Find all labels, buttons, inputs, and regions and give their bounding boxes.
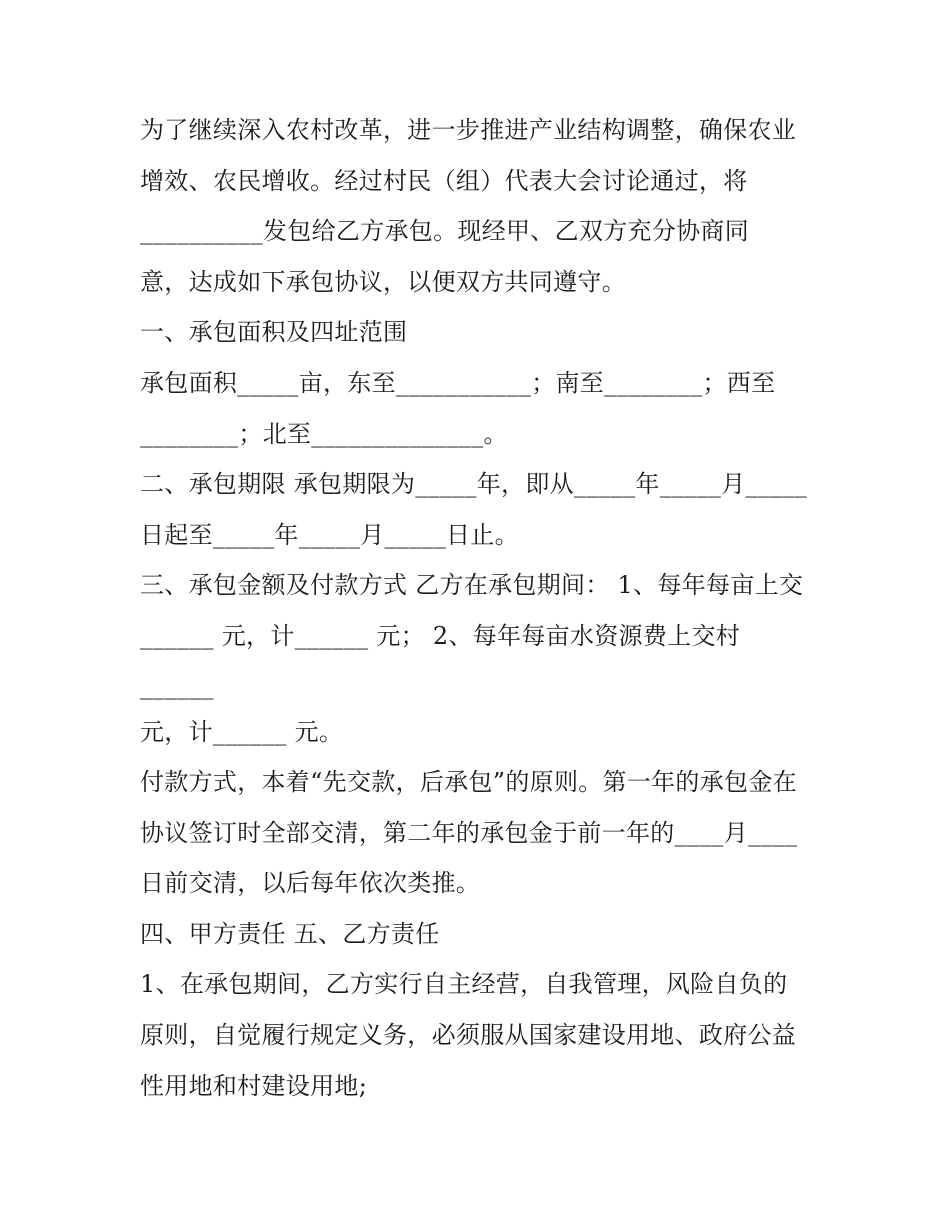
text-line: 付款方式，本着“先交款，后承包”的原则。第一年的承包金在 <box>140 768 797 796</box>
section-heading: 四、甲方责任 五、乙方责任 <box>140 920 440 948</box>
text-line: 协议签订时全部交清，第二年的承包金于前一年的____月____ <box>140 819 798 847</box>
text-line: __________发包给乙方承包。现经甲、乙双方充分协商同 <box>140 217 749 245</box>
text-line: 日起至_____年_____月_____日止。 <box>140 521 519 549</box>
text-line: ______ 元，计______ 元； 2、每年每亩水资源费上交村 <box>140 622 741 650</box>
text-line: 增效、农民增收。经过村民（组）代表大会讨论通过，将 <box>140 167 748 195</box>
text-line: 承包面积_____亩，东至___________；南至________；西至 <box>140 369 776 397</box>
text-line: 二、承包期限 承包期限为_____年，即从_____年_____月_____ <box>140 470 808 498</box>
text-line: 意，达成如下承包协议，以便双方共同遵守。 <box>140 268 626 296</box>
text-line: ________；北至______________。 <box>140 420 508 448</box>
text-line: 三、承包金额及付款方式 乙方在承包期间： 1、每年每亩上交 <box>140 571 804 599</box>
text-line: 1、在承包期间，乙方实行自主经营，自我管理，风险自负的 <box>140 970 788 998</box>
text-line: 为了继续深入农村改革，进一步推进产业结构调整，确保农业 <box>140 116 797 144</box>
text-line: 性用地和村建设用地; <box>140 1072 368 1100</box>
section-heading: 一、承包面积及四址范围 <box>140 318 408 346</box>
text-line: ______ <box>140 672 214 700</box>
text-line: 日前交清，以后每年依次类推。 <box>140 869 481 897</box>
text-line: 原则，自觉履行规定义务，必须服从国家建设用地、政府公益 <box>140 1021 797 1049</box>
text-line: 元，计______ 元。 <box>140 718 344 746</box>
